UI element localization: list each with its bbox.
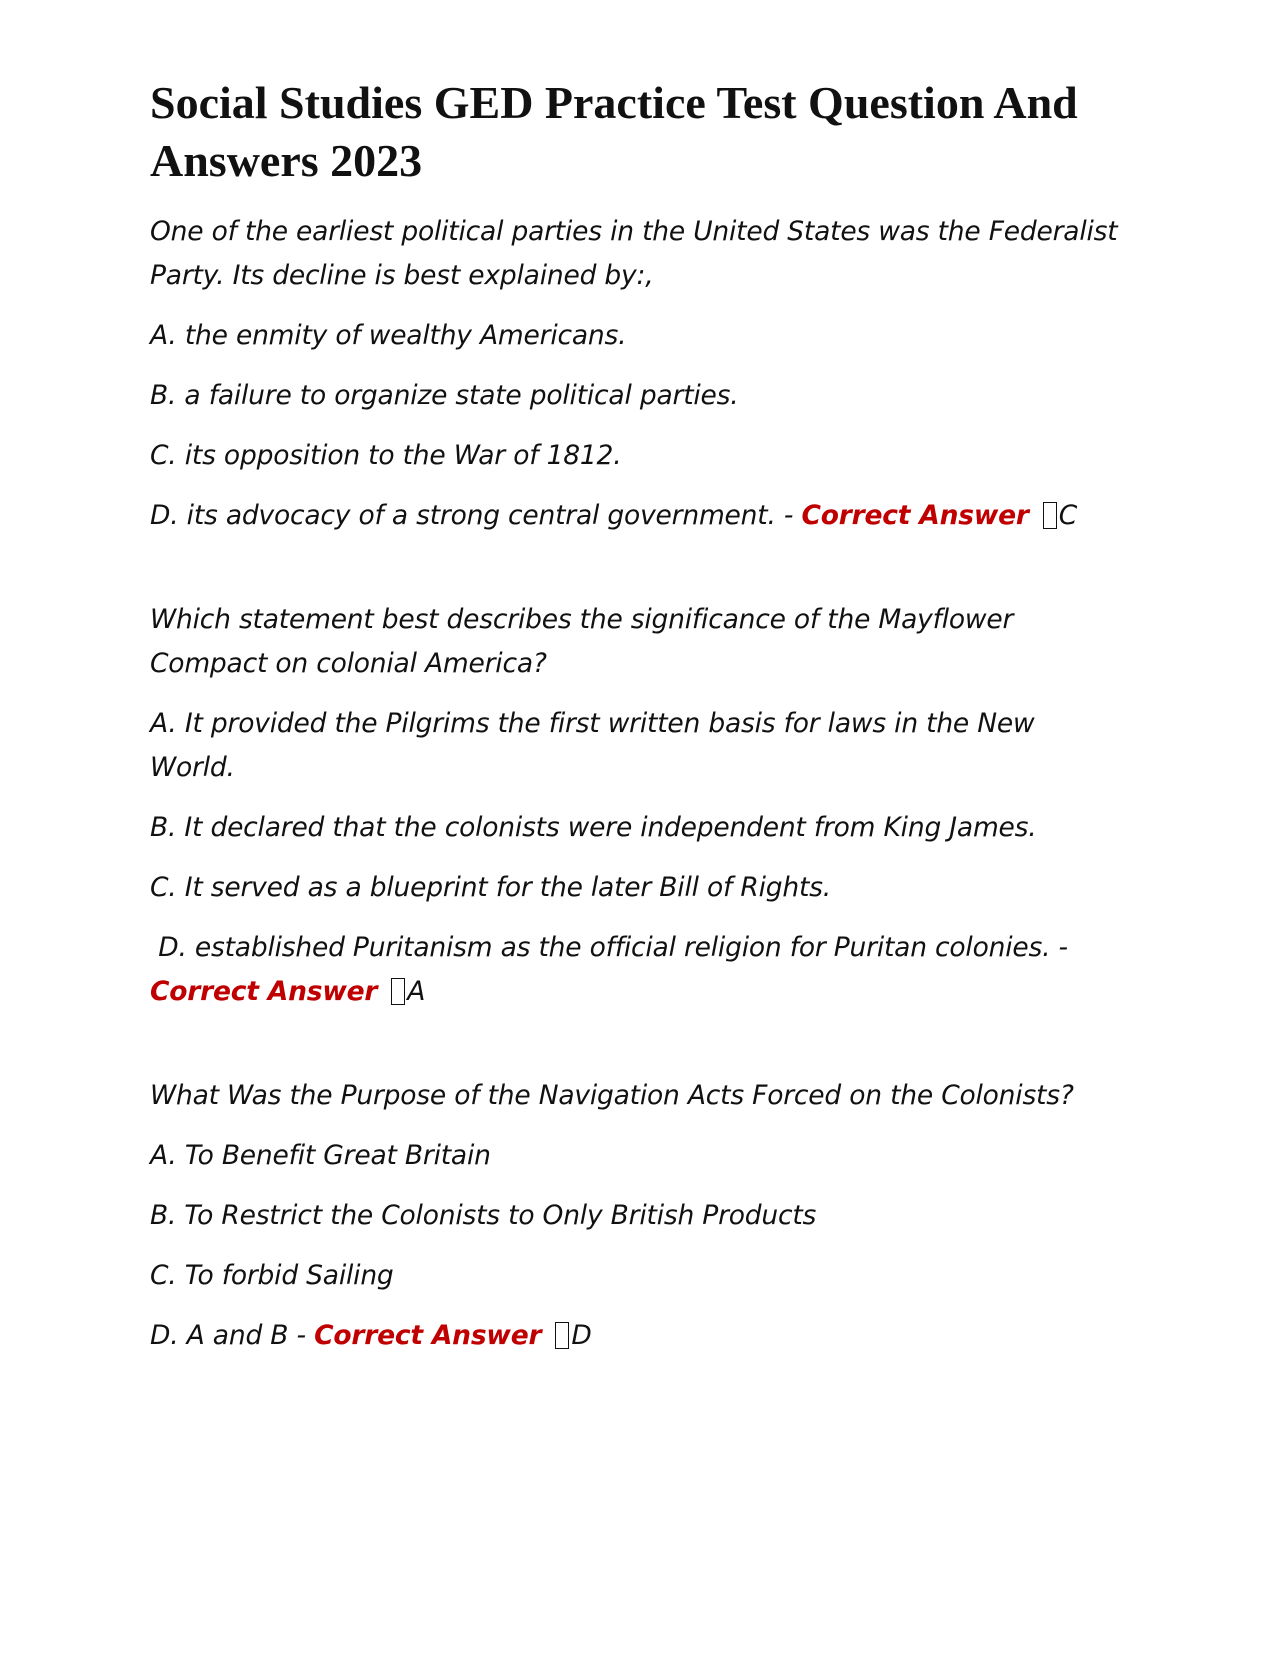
option-d [150,926,1120,1014]
question-stem: One of the earliest political parties in the United States was the Federalist Party. Its decline is best explained by:, [150,216,1118,291]
document-page [150,74,1120,1374]
option-b: B. a failure to organize state political parties. [150,380,739,411]
correct-answer-label: Correct Answer [801,500,1029,531]
question-1 [150,210,1120,538]
checkbox-glyph-icon [391,978,405,1005]
option-c: C. its opposition to the War of 1812. [150,440,622,471]
correct-answer-letter: A [407,976,426,1007]
correct-answer-letter: C [1058,500,1078,531]
correct-answer-label: Correct Answer [314,1320,542,1351]
correct-answer-letter: D [571,1320,592,1351]
question-2 [150,598,1120,1014]
option-c: C. To forbid Sailing [150,1260,394,1291]
option-d [150,494,1120,538]
correct-answer-label: Correct Answer [150,976,378,1007]
checkbox-glyph-icon [555,1322,569,1349]
option-a: A. To Benefit Great Britain [150,1140,491,1171]
option-b: B. To Restrict the Colonists to Only British Products [150,1200,817,1231]
question-3 [150,1074,1120,1358]
question-stem: Which statement best describes the significance of the Mayflower Compact on colonial America? [150,604,1014,679]
option-b: B. It declared that the colonists were independent from King James. [150,812,1037,843]
option-a: A. the enmity of wealthy Americans. [150,320,627,351]
option-c: C. It served as a blueprint for the later Bill of Rights. [150,872,831,903]
page-title: Social Studies GED Practice Test Question And Answers 2023 [150,77,1078,186]
option-a: A. It provided the Pilgrims the first written basis for laws in the New World. [150,708,1035,783]
option-d [150,1314,1120,1358]
option-d-text: D. its advocacy of a strong central government. - [150,500,794,531]
option-d-text: D. A and B - [150,1320,306,1351]
option-d-text: D. established Puritanism as the official religion for Puritan colonies. - [158,932,1068,963]
checkbox-glyph-icon [1043,502,1057,529]
question-stem: What Was the Purpose of the Navigation Acts Forced on the Colonists? [150,1080,1074,1111]
